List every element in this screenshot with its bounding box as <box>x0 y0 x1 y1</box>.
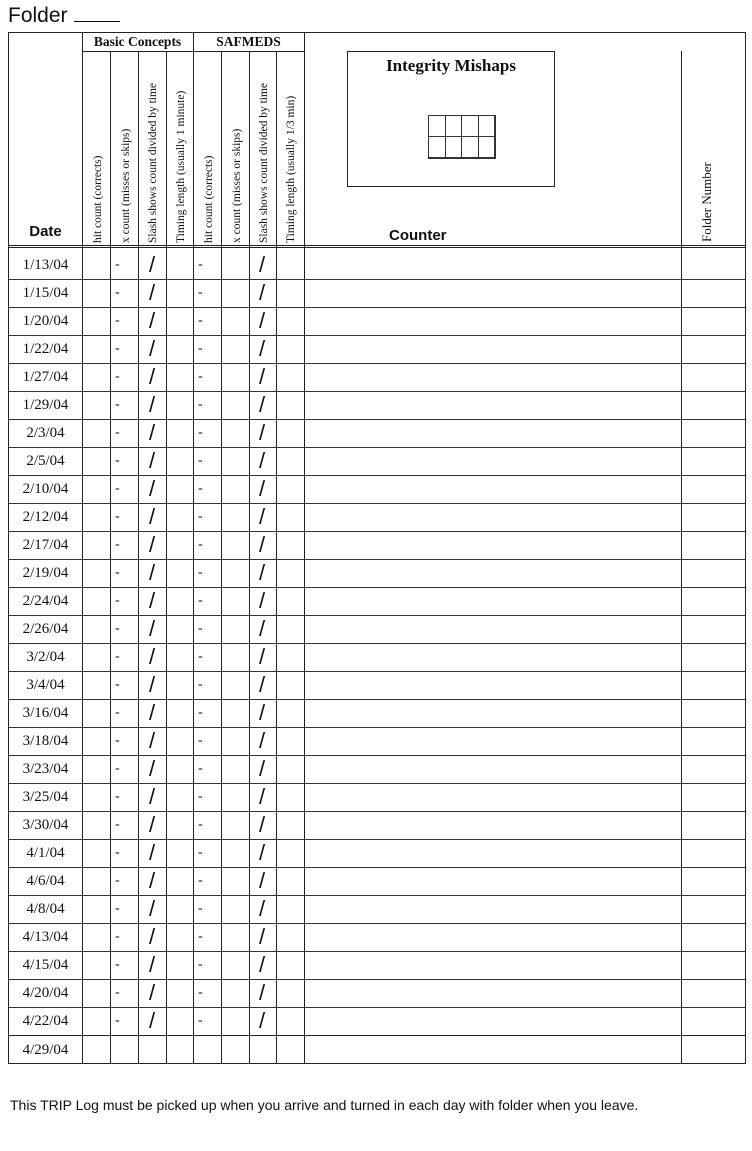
table-row <box>9 503 745 532</box>
safmeds-slash-mark: / <box>259 504 266 529</box>
bc-x-count-dash: - <box>115 873 120 888</box>
bc-x-count-dash: - <box>115 537 120 552</box>
bc-slash-mark: / <box>149 784 156 809</box>
row-date: 2/10/04 <box>22 481 69 497</box>
table-row <box>9 475 745 504</box>
safmeds-slash-mark: / <box>259 756 266 781</box>
bc-x-count-dash: - <box>115 369 120 384</box>
row-date: 1/22/04 <box>22 341 69 357</box>
safmeds-hit-count-dash: - <box>198 481 203 496</box>
trip-log-table <box>8 32 746 1064</box>
bc-slash-mark: / <box>149 336 156 361</box>
row-date: 4/15/04 <box>22 957 69 973</box>
footer-note: This TRIP Log must be picked up when you arrive and turned in each day with folder when you leave. <box>10 1097 639 1113</box>
safmeds-hit-count-dash: - <box>198 621 203 636</box>
bc-x-count-dash: - <box>115 313 120 328</box>
basic-concepts-header: Basic Concepts <box>82 33 193 52</box>
bc-hit-count-header: hit count (corrects) <box>92 155 104 243</box>
bc-slash-mark: / <box>149 1008 156 1033</box>
table-row <box>9 895 745 924</box>
safmeds-hit-count-dash: - <box>198 285 203 300</box>
bc-x-count-dash: - <box>115 341 120 356</box>
safmeds-slash-mark: / <box>259 448 266 473</box>
safmeds-slash-mark: / <box>259 812 266 837</box>
bc-x-count-dash: - <box>115 985 120 1000</box>
bc-slash-mark: / <box>149 560 156 585</box>
bc-x-count-dash: - <box>115 509 120 524</box>
bc-slash-mark: / <box>149 252 156 277</box>
safmeds-hit-count-dash: - <box>198 957 203 972</box>
table-row <box>9 1035 745 1064</box>
table-row <box>9 559 745 588</box>
safmeds-hit-count-dash: - <box>198 761 203 776</box>
bc-slash-mark: / <box>149 840 156 865</box>
bc-x-count-dash: - <box>115 425 120 440</box>
safmeds-hit-count-dash: - <box>198 425 203 440</box>
safmeds-hit-count-dash: - <box>198 509 203 524</box>
bc-x-count-dash: - <box>115 257 120 272</box>
bc-slash-mark: / <box>149 868 156 893</box>
row-date: 2/12/04 <box>22 509 69 525</box>
safmeds-hit-count-dash: - <box>198 733 203 748</box>
safmeds-hit-count-dash: - <box>198 257 203 272</box>
row-date: 3/18/04 <box>22 733 69 749</box>
safmeds-hit-count-dash: - <box>198 369 203 384</box>
safmeds-hit-count-header: hit count (corrects) <box>203 155 215 243</box>
row-date: 4/6/04 <box>26 873 65 889</box>
table-row <box>9 587 745 616</box>
row-date: 1/27/04 <box>22 369 69 385</box>
bc-slash-header: Slash shows count divided by time <box>147 82 159 243</box>
bc-slash-mark: / <box>149 924 156 949</box>
bc-slash-mark: / <box>149 644 156 669</box>
safmeds-hit-count-dash: - <box>198 313 203 328</box>
bc-slash-mark: / <box>149 756 156 781</box>
table-row <box>9 951 745 980</box>
row-date: 3/16/04 <box>22 705 69 721</box>
bc-x-count-dash: - <box>115 621 120 636</box>
safmeds-hit-count-dash: - <box>198 453 203 468</box>
bc-slash-mark: / <box>149 812 156 837</box>
safmeds-header: SAFMEDS <box>193 33 304 52</box>
bc-x-count-dash: - <box>115 733 120 748</box>
mishap-tally-grid <box>428 115 496 159</box>
bc-x-count-dash: - <box>115 817 120 832</box>
safmeds-slash-mark: / <box>259 280 266 305</box>
bc-slash-mark: / <box>149 700 156 725</box>
bc-slash-mark: / <box>149 728 156 753</box>
safmeds-hit-count-dash: - <box>198 537 203 552</box>
integrity-mishaps-box <box>347 51 555 187</box>
header-divider <box>9 245 745 248</box>
table-row <box>9 251 745 280</box>
bc-slash-mark: / <box>149 364 156 389</box>
safmeds-hit-count-dash: - <box>198 817 203 832</box>
safmeds-slash-mark: / <box>259 1008 266 1033</box>
safmeds-slash-mark: / <box>259 784 266 809</box>
folder-blank-line <box>74 5 120 22</box>
table-row <box>9 643 745 672</box>
table-row <box>9 419 745 448</box>
row-date: 4/20/04 <box>22 985 69 1001</box>
safmeds-timing-header: Timing length (usually 1/3 min) <box>285 95 297 243</box>
bc-slash-mark: / <box>149 448 156 473</box>
safmeds-hit-count-dash: - <box>198 705 203 720</box>
safmeds-hit-count-dash: - <box>198 985 203 1000</box>
bc-x-count-dash: - <box>115 565 120 580</box>
bc-x-count-dash: - <box>115 929 120 944</box>
bc-x-count-dash: - <box>115 1013 120 1028</box>
safmeds-slash-mark: / <box>259 896 266 921</box>
safmeds-hit-count-dash: - <box>198 593 203 608</box>
bc-slash-mark: / <box>149 476 156 501</box>
safmeds-slash-mark: / <box>259 924 266 949</box>
bc-slash-mark: / <box>149 980 156 1005</box>
safmeds-slash-mark: / <box>259 644 266 669</box>
bc-slash-mark: / <box>149 896 156 921</box>
table-row <box>9 391 745 420</box>
safmeds-slash-mark: / <box>259 308 266 333</box>
bc-slash-mark: / <box>149 392 156 417</box>
safmeds-slash-mark: / <box>259 728 266 753</box>
table-row <box>9 307 745 336</box>
table-row <box>9 811 745 840</box>
bc-x-count-dash: - <box>115 649 120 664</box>
safmeds-x-count-header: x count (misses or skips) <box>231 128 243 243</box>
safmeds-hit-count-dash: - <box>198 845 203 860</box>
bc-slash-mark: / <box>149 420 156 445</box>
bc-x-count-dash: - <box>115 481 120 496</box>
safmeds-hit-count-dash: - <box>198 649 203 664</box>
safmeds-slash-mark: / <box>259 952 266 977</box>
bc-slash-mark: / <box>149 504 156 529</box>
bc-slash-mark: / <box>149 672 156 697</box>
bc-x-count-dash: - <box>115 593 120 608</box>
table-row <box>9 839 745 868</box>
row-date: 1/15/04 <box>22 285 69 301</box>
folder-number-header: Folder Number <box>699 162 714 242</box>
safmeds-hit-count-dash: - <box>198 929 203 944</box>
row-date: 4/13/04 <box>22 929 69 945</box>
safmeds-slash-mark: / <box>259 476 266 501</box>
safmeds-slash-mark: / <box>259 700 266 725</box>
table-row <box>9 531 745 560</box>
safmeds-slash-mark: / <box>259 252 266 277</box>
safmeds-hit-count-dash: - <box>198 677 203 692</box>
folder-title <box>8 4 120 28</box>
table-row <box>9 447 745 476</box>
row-date: 2/17/04 <box>22 537 69 553</box>
bc-x-count-dash: - <box>115 789 120 804</box>
safmeds-hit-count-dash: - <box>198 873 203 888</box>
bc-slash-mark: / <box>149 616 156 641</box>
row-date: 3/30/04 <box>22 817 69 833</box>
integrity-mishaps-title: Integrity Mishaps <box>386 56 516 75</box>
safmeds-slash-mark: / <box>259 560 266 585</box>
date-column-header: Date <box>29 223 62 240</box>
row-date: 2/24/04 <box>22 593 69 609</box>
safmeds-slash-mark: / <box>259 336 266 361</box>
table-row <box>9 335 745 364</box>
bc-slash-mark: / <box>149 532 156 557</box>
safmeds-slash-mark: / <box>259 840 266 865</box>
row-date: 4/22/04 <box>22 1013 69 1029</box>
bc-x-count-header: x count (misses or skips) <box>120 128 132 243</box>
bc-slash-mark: / <box>149 280 156 305</box>
table-row <box>9 363 745 392</box>
safmeds-hit-count-dash: - <box>198 341 203 356</box>
table-row <box>9 783 745 812</box>
safmeds-slash-mark: / <box>259 980 266 1005</box>
folder-label: Folder <box>8 4 68 27</box>
table-row <box>9 979 745 1008</box>
safmeds-slash-mark: / <box>259 616 266 641</box>
table-row <box>9 279 745 308</box>
safmeds-slash-mark: / <box>259 392 266 417</box>
table-row <box>9 727 745 756</box>
row-date: 4/29/04 <box>22 1042 69 1058</box>
row-date: 2/19/04 <box>22 565 69 581</box>
safmeds-slash-header: Slash shows count divided by time <box>258 82 270 243</box>
safmeds-slash-mark: / <box>259 532 266 557</box>
bc-x-count-dash: - <box>115 453 120 468</box>
row-date: 1/13/04 <box>22 257 69 273</box>
table-row <box>9 755 745 784</box>
table-row <box>9 671 745 700</box>
bc-x-count-dash: - <box>115 845 120 860</box>
row-date: 4/1/04 <box>26 845 65 861</box>
table-row <box>9 615 745 644</box>
safmeds-hit-count-dash: - <box>198 789 203 804</box>
safmeds-slash-mark: / <box>259 588 266 613</box>
bc-x-count-dash: - <box>115 705 120 720</box>
table-row <box>9 867 745 896</box>
row-date: 3/25/04 <box>22 789 69 805</box>
table-row <box>9 923 745 952</box>
safmeds-hit-count-dash: - <box>198 1013 203 1028</box>
bc-timing-header: Timing length (usually 1 minute) <box>175 90 187 243</box>
safmeds-hit-count-dash: - <box>198 565 203 580</box>
safmeds-slash-mark: / <box>259 364 266 389</box>
bc-x-count-dash: - <box>115 761 120 776</box>
bc-slash-mark: / <box>149 952 156 977</box>
row-date: 4/8/04 <box>26 901 65 917</box>
row-date: 1/20/04 <box>22 313 69 329</box>
bc-slash-mark: / <box>149 308 156 333</box>
bc-slash-mark: / <box>149 588 156 613</box>
table-row <box>9 1007 745 1036</box>
bc-x-count-dash: - <box>115 957 120 972</box>
bc-x-count-dash: - <box>115 901 120 916</box>
safmeds-slash-mark: / <box>259 868 266 893</box>
row-date: 2/26/04 <box>22 621 69 637</box>
counter-column-header: Counter <box>389 227 447 244</box>
row-date: 2/3/04 <box>26 425 65 441</box>
row-date: 1/29/04 <box>22 397 69 413</box>
safmeds-hit-count-dash: - <box>198 901 203 916</box>
bc-x-count-dash: - <box>115 677 120 692</box>
bc-x-count-dash: - <box>115 285 120 300</box>
table-row <box>9 699 745 728</box>
row-date: 2/5/04 <box>26 453 65 469</box>
bc-x-count-dash: - <box>115 397 120 412</box>
safmeds-hit-count-dash: - <box>198 397 203 412</box>
row-date: 3/23/04 <box>22 761 69 777</box>
safmeds-slash-mark: / <box>259 672 266 697</box>
row-date: 3/4/04 <box>26 677 65 693</box>
row-date: 3/2/04 <box>26 649 65 665</box>
safmeds-slash-mark: / <box>259 420 266 445</box>
